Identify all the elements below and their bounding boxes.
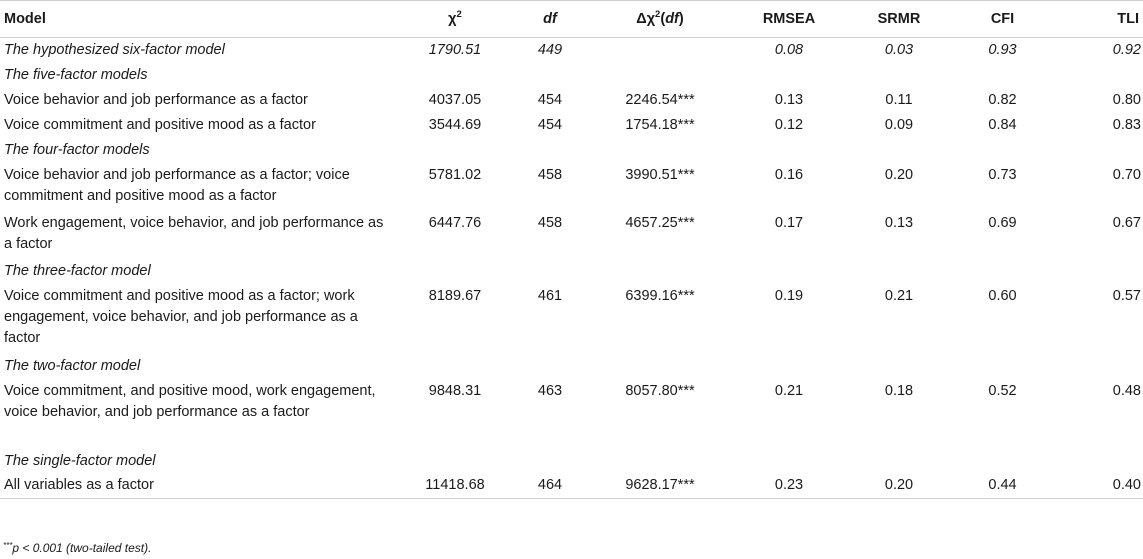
df-cell: 461 bbox=[537, 287, 563, 304]
table-row bbox=[0, 474, 1143, 499]
group-heading: The single-factor model bbox=[4, 452, 156, 469]
header-cfi: CFI bbox=[955, 1, 1050, 38]
group-heading-row bbox=[0, 259, 1143, 284]
table-row bbox=[0, 38, 1143, 63]
df-cell: 458 bbox=[537, 214, 563, 231]
delta-chi2-superscript: 2 bbox=[655, 9, 661, 20]
cfi-cell: 0.93 bbox=[988, 41, 1017, 58]
table-row bbox=[0, 379, 1143, 449]
srmr-cell: 0.20 bbox=[843, 474, 955, 499]
srmr-cell: 0.11 bbox=[885, 91, 913, 108]
delta-chi2-cell: 8057.80*** bbox=[625, 382, 695, 399]
df-cell: 454 bbox=[537, 116, 563, 133]
model-cell: Voice commitment and positive mood as a factor bbox=[4, 116, 316, 133]
srmr-cell: 0.13 bbox=[884, 214, 914, 231]
tli-cell: 0.92 bbox=[1112, 41, 1141, 58]
tli-cell: 0.83 bbox=[1112, 116, 1141, 133]
srmr-cell: 0.18 bbox=[884, 382, 914, 399]
table-footnote bbox=[3, 541, 151, 555]
header-srmr: SRMR bbox=[843, 1, 955, 38]
delta-chi2-symbol: Δχ bbox=[636, 11, 656, 27]
delta-chi2-cell bbox=[585, 38, 735, 63]
group-heading-row bbox=[0, 354, 1143, 379]
model-cell: Work engagement, voice behavior, and job performance as a factor bbox=[4, 214, 384, 252]
group-heading: The three-factor model bbox=[4, 262, 151, 279]
header-rmsea: RMSEA bbox=[735, 1, 843, 38]
group-heading: The two-factor model bbox=[4, 357, 141, 374]
df-cell: 449 bbox=[537, 41, 563, 58]
srmr-cell: 0.09 bbox=[884, 116, 914, 133]
table-row bbox=[0, 113, 1143, 138]
rmsea-cell: 0.23 bbox=[735, 474, 843, 499]
table-row bbox=[0, 211, 1143, 259]
cfi-cell: 0.84 bbox=[988, 116, 1017, 133]
tli-cell: 0.57 bbox=[1112, 287, 1141, 304]
header-row bbox=[0, 1, 1143, 38]
chi2-cell: 5781.02 bbox=[428, 166, 482, 183]
srmr-cell: 0.20 bbox=[884, 166, 914, 183]
cfi-cell: 0.60 bbox=[988, 287, 1017, 304]
cfi-cell: 0.44 bbox=[955, 474, 1050, 499]
chi2-cell: 9848.31 bbox=[428, 382, 482, 399]
delta-chi2-cell: 1754.18*** bbox=[625, 116, 695, 133]
df-cell: 458 bbox=[537, 166, 563, 183]
header-model: Model bbox=[0, 1, 395, 38]
cfi-cell: 0.52 bbox=[988, 382, 1017, 399]
rmsea-cell: 0.17 bbox=[774, 214, 804, 231]
delta-close-paren: ) bbox=[678, 11, 684, 27]
model-cell: The hypothesized six-factor model bbox=[4, 41, 225, 58]
cfi-cell: 0.82 bbox=[988, 91, 1017, 108]
tli-cell: 0.40 bbox=[1050, 474, 1143, 499]
tli-cell: 0.48 bbox=[1112, 382, 1141, 399]
tli-cell: 0.70 bbox=[1112, 166, 1141, 183]
group-heading-row bbox=[0, 449, 1143, 474]
model-cell: Voice behavior and job performance as a factor; voice commitment and positive mood as a factor bbox=[4, 166, 350, 204]
group-heading-row bbox=[0, 63, 1143, 88]
chi2-superscript: 2 bbox=[456, 9, 462, 20]
table-row bbox=[0, 88, 1143, 113]
group-heading-row bbox=[0, 138, 1143, 163]
df-cell: 463 bbox=[537, 382, 563, 399]
chi2-symbol: χ bbox=[448, 11, 457, 27]
chi2-cell: 11418.68 bbox=[395, 474, 515, 499]
footnote-stars: *** bbox=[3, 541, 13, 550]
df-cell: 464 bbox=[515, 474, 585, 499]
rmsea-cell: 0.13 bbox=[774, 91, 804, 108]
delta-chi2-cell: 9628.17*** bbox=[585, 474, 735, 499]
delta-chi2-cell: 4657.25*** bbox=[625, 214, 695, 231]
cfi-cell: 0.73 bbox=[988, 166, 1017, 183]
srmr-cell: 0.21 bbox=[884, 287, 914, 304]
rmsea-cell: 0.16 bbox=[774, 166, 804, 183]
rmsea-cell: 0.21 bbox=[774, 382, 804, 399]
tli-cell: 0.80 bbox=[1112, 91, 1141, 108]
model-cell: Voice behavior and job performance as a factor bbox=[4, 91, 308, 108]
cfi-cell: 0.69 bbox=[988, 214, 1017, 231]
delta-df: df bbox=[665, 11, 679, 27]
chi2-cell: 1790.51 bbox=[428, 41, 482, 58]
group-heading: The five-factor models bbox=[4, 66, 148, 83]
footnote-text: p < 0.001 (two-tailed test). bbox=[12, 541, 152, 555]
chi2-cell: 3544.69 bbox=[428, 116, 482, 133]
delta-chi2-cell: 2246.54*** bbox=[625, 91, 695, 108]
rmsea-cell: 0.08 bbox=[774, 41, 804, 58]
header-tli: TLI bbox=[1050, 1, 1143, 38]
header-df: df bbox=[515, 1, 585, 38]
header-chi2 bbox=[395, 1, 515, 38]
rmsea-cell: 0.19 bbox=[774, 287, 804, 304]
delta-open-paren: ( bbox=[660, 11, 666, 27]
model-cell: Voice commitment, and positive mood, work engagement, voice behavior, and job performance as a factor bbox=[4, 382, 376, 420]
group-heading: The four-factor models bbox=[4, 141, 150, 158]
df-cell: 454 bbox=[537, 91, 563, 108]
model-cell: Voice commitment and positive mood as a factor; work engagement, voice behavior, and job performance as a factor bbox=[4, 287, 358, 346]
delta-chi2-cell: 6399.16*** bbox=[625, 287, 695, 304]
chi2-cell: 4037.05 bbox=[428, 91, 482, 108]
chi2-cell: 6447.76 bbox=[428, 214, 482, 231]
model-cell: All variables as a factor bbox=[0, 474, 395, 499]
chi2-cell: 8189.67 bbox=[428, 287, 482, 304]
rmsea-cell: 0.12 bbox=[774, 116, 804, 133]
delta-chi2-cell: 3990.51*** bbox=[625, 166, 695, 183]
tli-cell: 0.67 bbox=[1112, 214, 1141, 231]
table-row bbox=[0, 163, 1143, 211]
table-row bbox=[0, 284, 1143, 354]
header-delta-chi2 bbox=[585, 1, 735, 38]
srmr-cell: 0.03 bbox=[884, 41, 914, 58]
